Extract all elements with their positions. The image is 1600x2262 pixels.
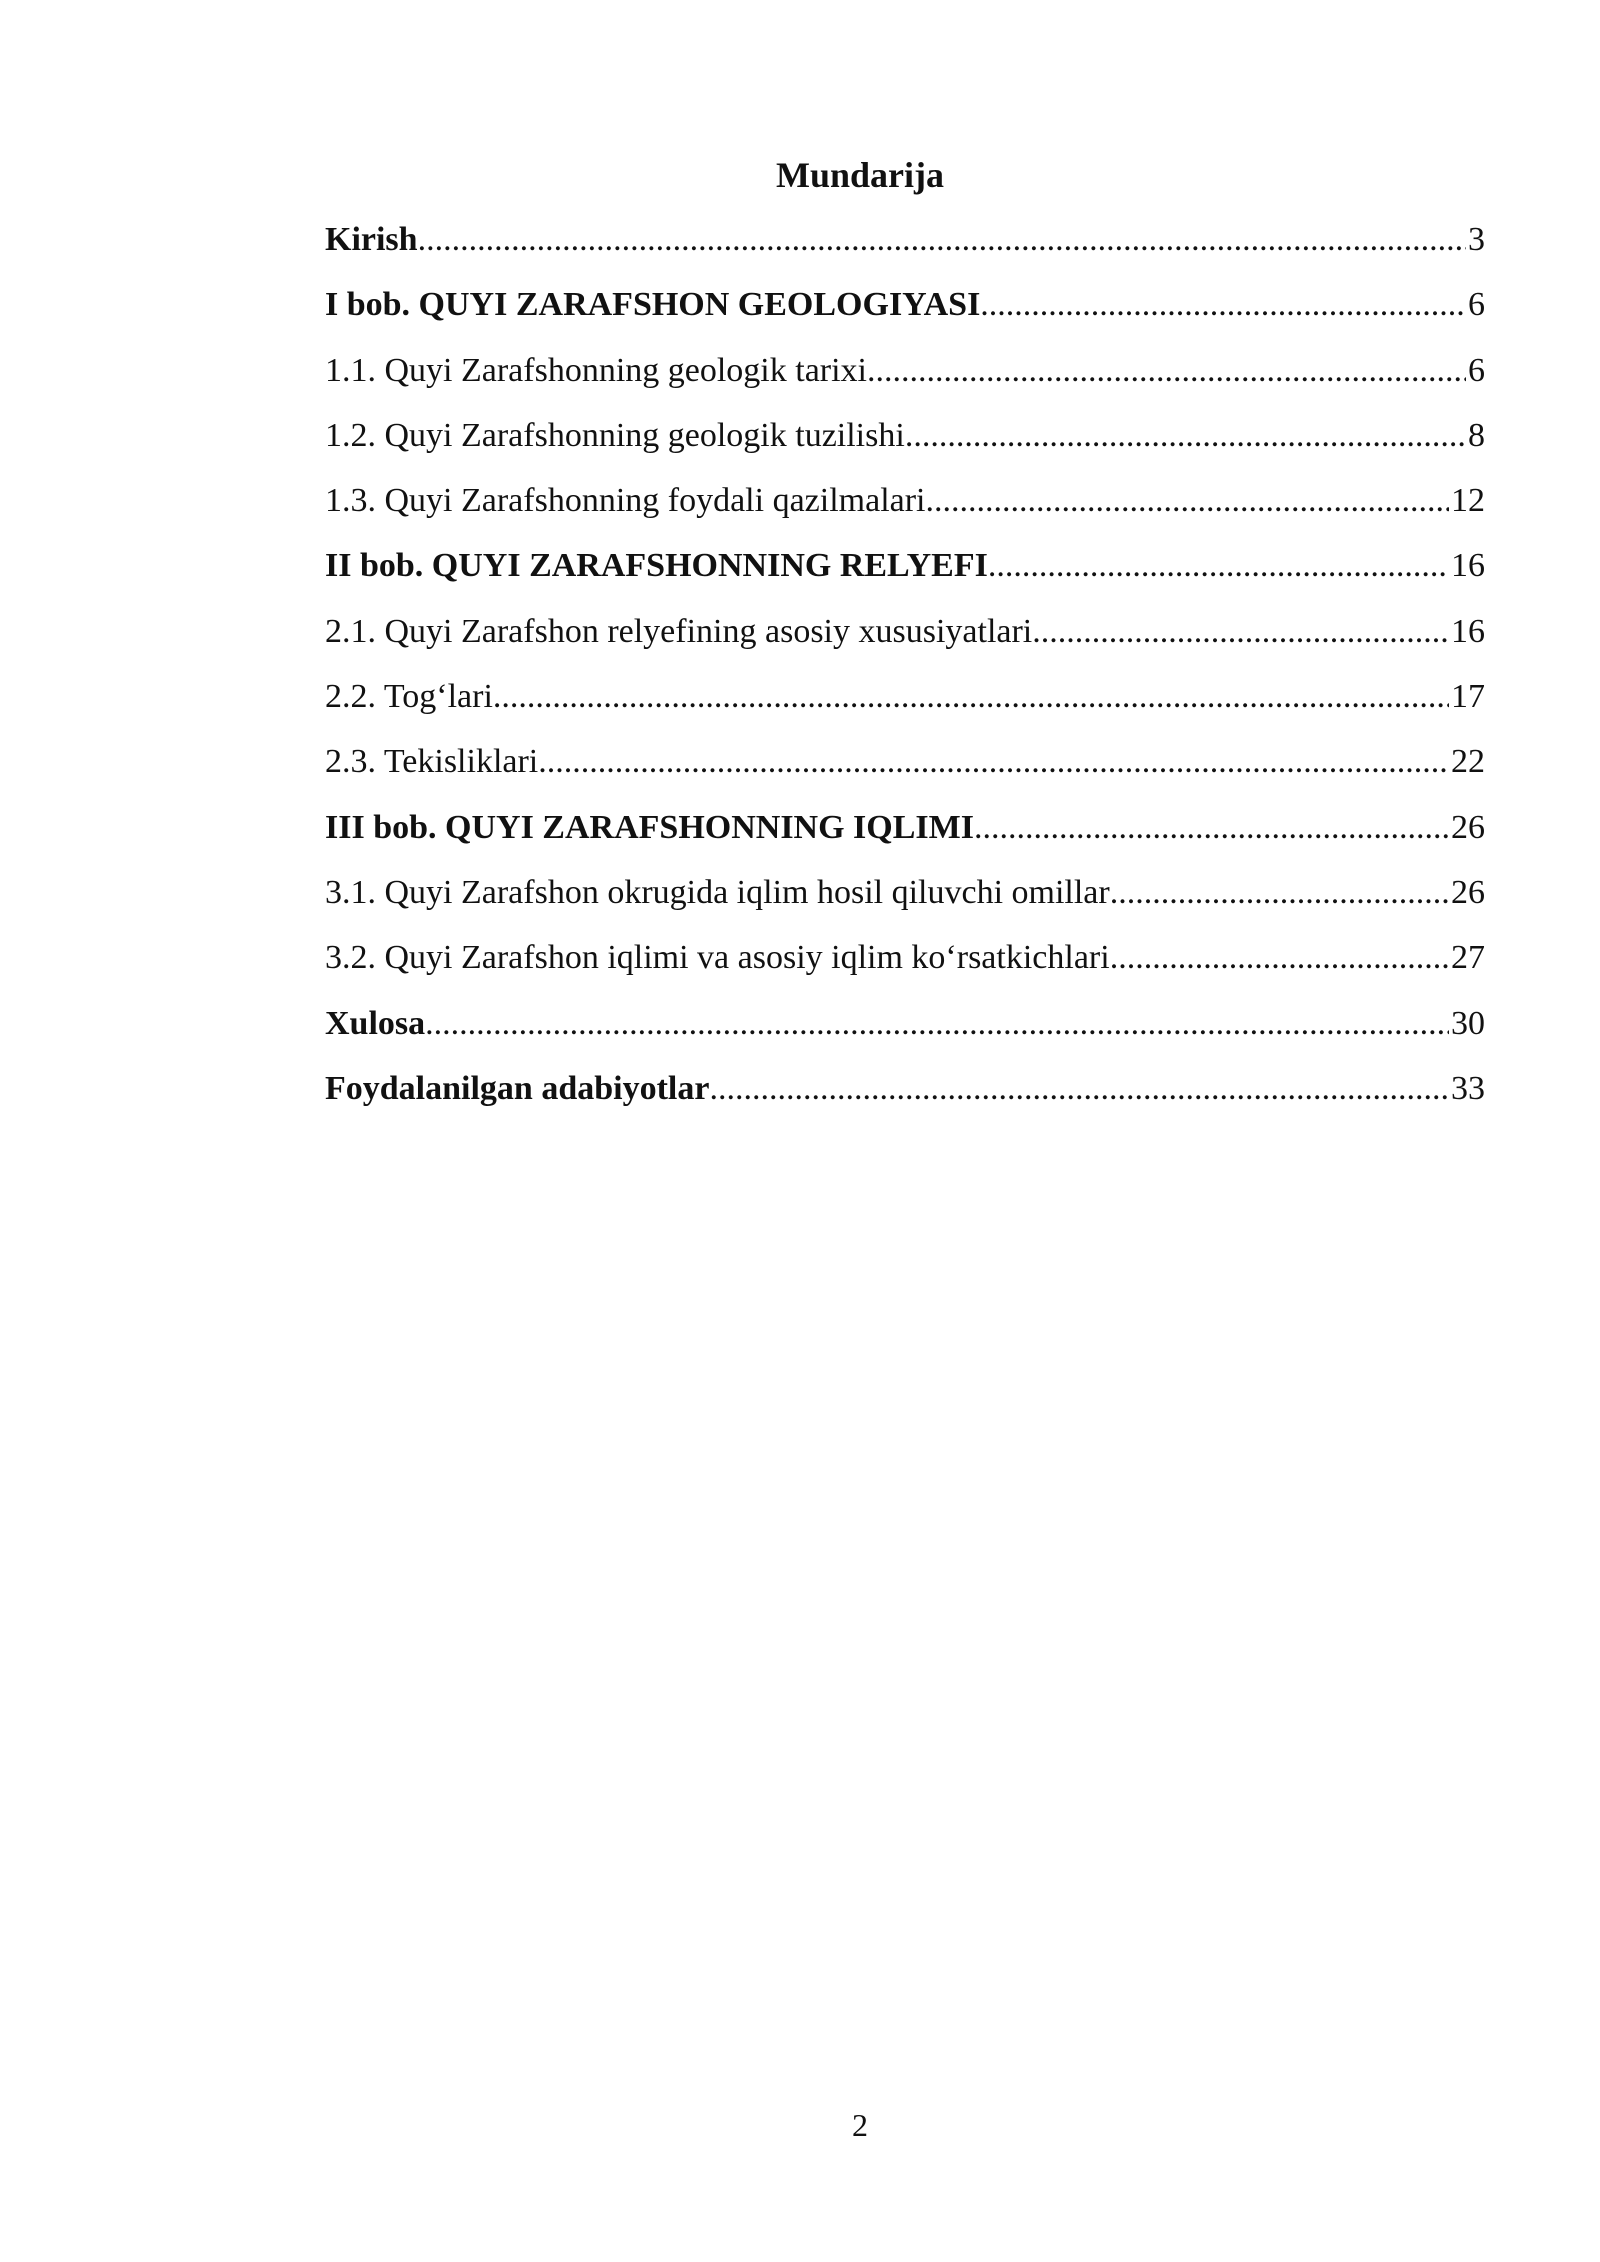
toc-entry-label: 2.1. Quyi Zarafshon relyefining asosiy xususiyatlari: [325, 612, 1033, 650]
toc-dot-leader: [418, 218, 1466, 262]
toc-entry[interactable]: [325, 740, 1485, 805]
toc-entry-label: 1.3. Quyi Zarafshonning foydali qazilmalari: [325, 482, 926, 520]
toc-entry-label: 3.1. Quyi Zarafshon okrugida iqlim hosil qiluvchi omillar: [325, 873, 1110, 911]
toc-dot-leader: [1110, 936, 1449, 980]
toc-dot-leader: [988, 544, 1449, 588]
toc-entry-page: 27: [1451, 939, 1485, 977]
toc-entry[interactable]: [325, 610, 1485, 675]
toc-entry-label: Kirish: [325, 221, 418, 258]
toc-entry-label: III bob. QUYI ZARAFSHONNING IQLIMI: [325, 808, 974, 846]
toc-entry-label: 1.1. Quyi Zarafshonning geologik tarixi: [325, 351, 868, 389]
toc-dot-leader: [493, 675, 1449, 719]
toc-entry-page: 33: [1451, 1069, 1485, 1107]
toc-dot-leader: [425, 1002, 1449, 1046]
toc-entry-page: 12: [1451, 482, 1485, 520]
table-of-contents: [325, 218, 1485, 1132]
toc-entry-label: 1.2. Quyi Zarafshonning geologik tuzilishi: [325, 416, 905, 454]
toc-entry[interactable]: [325, 544, 1485, 609]
toc-entry[interactable]: [325, 871, 1485, 936]
toc-entry[interactable]: [325, 936, 1485, 1001]
toc-entry-page: 26: [1451, 873, 1485, 911]
toc-dot-leader: [905, 414, 1466, 458]
toc-entry-page: 8: [1468, 416, 1485, 454]
toc-entry-label: I bob. QUYI ZARAFSHON GEOLOGIYASI: [325, 286, 981, 324]
toc-entry[interactable]: [325, 349, 1485, 414]
toc-dot-leader: [867, 349, 1466, 393]
toc-entry[interactable]: [325, 1002, 1485, 1067]
toc-dot-leader: [709, 1067, 1449, 1111]
toc-entry-label: 3.2. Quyi Zarafshon iqlimi va asosiy iqlim ko‘rsatkichlari: [325, 939, 1110, 977]
toc-entry-page: 3: [1468, 221, 1485, 258]
toc-entry-label: Xulosa: [325, 1004, 426, 1042]
page-number: 2: [852, 2107, 868, 2143]
toc-entry-page: 30: [1451, 1004, 1485, 1042]
toc-entry-page: 16: [1451, 547, 1485, 585]
toc-entry-label: Foydalanilgan adabiyotlar: [325, 1069, 710, 1107]
toc-dot-leader: [974, 806, 1449, 850]
toc-dot-leader: [1032, 610, 1449, 654]
toc-entry[interactable]: [325, 218, 1485, 283]
toc-entry[interactable]: [325, 675, 1485, 740]
toc-dot-leader: [926, 479, 1450, 523]
toc-entry-label: 2.3. Tekisliklari: [325, 743, 539, 781]
toc-entry-page: 16: [1451, 612, 1485, 650]
toc-entry-page: 22: [1451, 743, 1485, 781]
toc-entry-page: 26: [1451, 808, 1485, 846]
toc-entry[interactable]: [325, 414, 1485, 479]
toc-entry[interactable]: [325, 479, 1485, 544]
toc-dot-leader: [1110, 871, 1449, 915]
toc-entry-page: 6: [1468, 286, 1485, 324]
toc-entry-page: 17: [1451, 678, 1485, 716]
toc-entry[interactable]: [325, 1067, 1485, 1132]
toc-entry-label: 2.2. Tog‘lari: [325, 678, 493, 716]
toc-title: Mundarija: [775, 155, 944, 195]
toc-entry[interactable]: [325, 806, 1485, 871]
toc-entry[interactable]: [325, 283, 1485, 348]
toc-dot-leader: [980, 283, 1466, 327]
toc-entry-label: II bob. QUYI ZARAFSHONNING RELYEFI: [325, 547, 988, 585]
toc-dot-leader: [538, 740, 1449, 784]
toc-entry-page: 6: [1468, 351, 1485, 389]
